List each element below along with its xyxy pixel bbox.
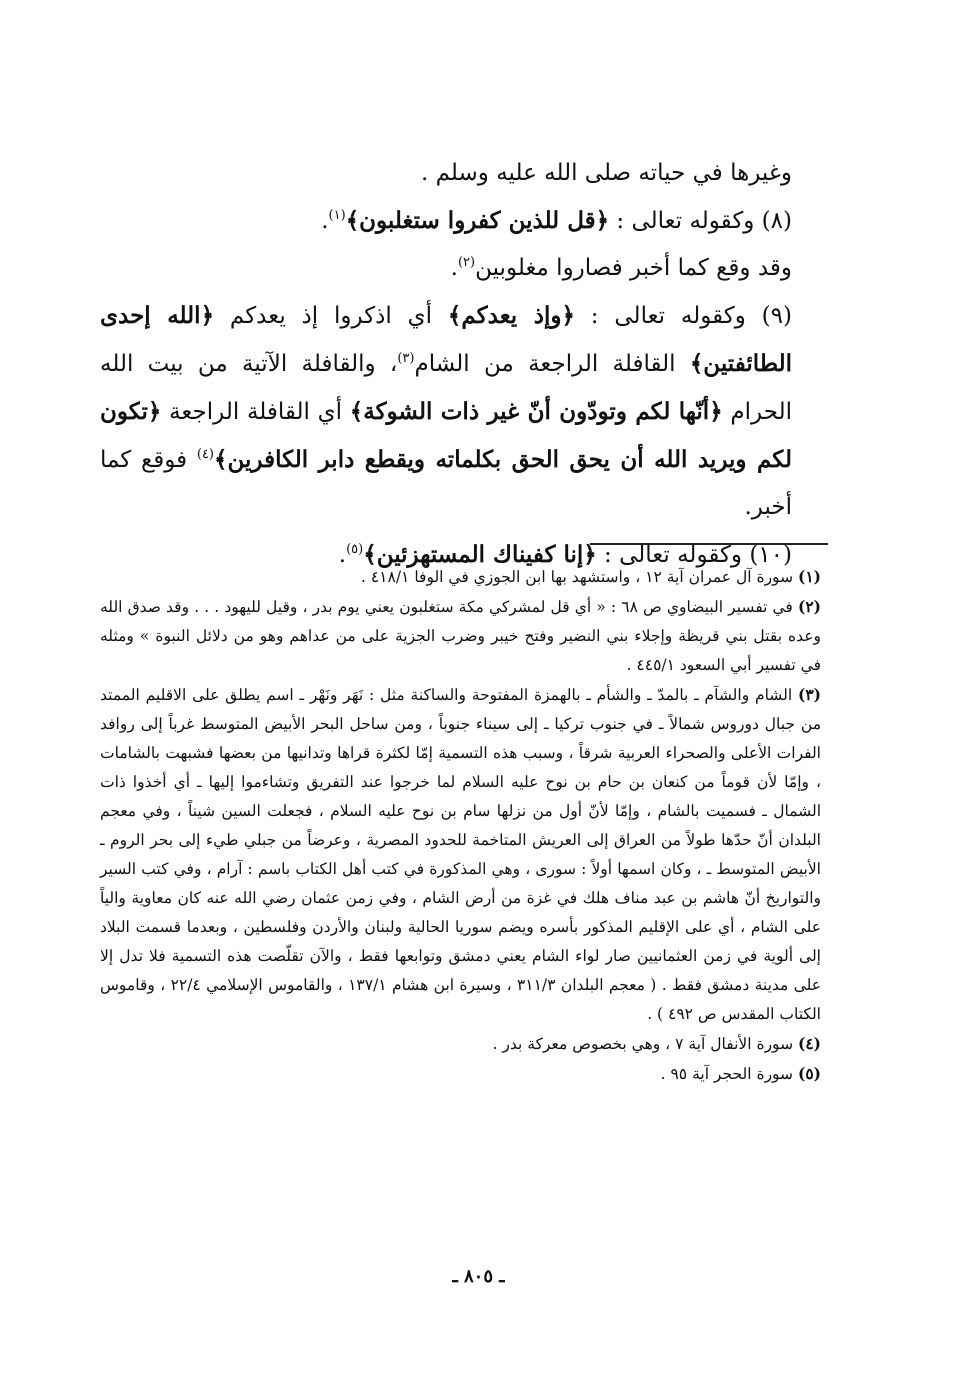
page-number: ـ ٨٠٥ ـ [452,1266,505,1287]
quran-quote: ﴿تكون لكم ويريد الله أن يحق الحق بكلماته ويقطع دابر الكافرين﴾ [100,398,792,473]
paragraph-3 [100,245,818,292]
footnote-ref: (٢) [457,255,476,270]
footnote-divider [590,543,828,545]
paragraph-5-prefix: (١٠) وكقوله تعالى : [596,542,792,568]
footnote-4 [100,1029,835,1059]
paragraph-2-prefix: (٨) وكقوله تعالى : [609,208,792,234]
main-text [100,150,818,579]
footnote-ref: (٣) [397,351,415,366]
paragraph-4-text: فوقع كما أخبر. [100,447,792,520]
paragraph-1 [100,150,818,197]
quran-quote: ﴿وإذ يعدكم﴾ [447,302,575,329]
paragraph-3-text: وقد وقع كما أخبر فصاروا مغلوبين [475,255,792,281]
footnote-2 [100,592,835,680]
footnote-number: (١) [797,567,821,586]
footnote-number: (٣) [797,685,821,704]
footnote-number: (٤) [797,1034,821,1053]
paragraph-4-text: أي اذكروا إذ يعدكم [214,303,448,329]
paragraph-3-suffix: . [450,255,458,281]
paragraph-4-text: ، والقافلة الآتية من بيت الله الحرام [100,351,792,425]
footnote-ref: (٤) [196,447,214,462]
footnote-5 [100,1059,835,1089]
footnote-3 [100,680,835,1029]
paragraph-4 [100,292,818,531]
quran-quote: ﴿أنّها لكم وتودّون أنّ غير ذات الشوكة﴾ [349,398,723,425]
footnote-1 [100,562,835,592]
paragraph-5-suffix: . [338,542,347,568]
paragraph-2 [100,197,818,245]
quran-quote: ﴿قل للذين كفروا ستغلبون﴾ [345,207,610,234]
footnote-ref: (٥) [346,542,364,557]
footnote-ref: (١) [328,208,346,223]
quran-quote: ﴿الله إحدى الطائفتين﴾ [100,302,793,377]
quran-quote: ﴿إنا كفيناك المستهزئين﴾ [363,541,597,568]
footnote-text: سورة الأنفال آية ٧ ، وهي بخصوص معركة بدر . [492,1035,798,1053]
paragraph-2-suffix: . [321,208,329,234]
footnote-number: (٢) [797,597,821,616]
footnote-text: في تفسير البيضاوي ص ٦٨ : « أي قل لمشركي مكة ستغلبون يعني يوم بدر ، وقيل لليهود . . . وقد صدق الله وعده بقتل بني قريظة وإجلاء بني النضير وفتح خيبر وضرب الجزية على من عداهم وهو من دلائل النبوة » ومثله في تفسير أبي السعود ٤٤٥/١ . [100,598,821,674]
footnote-text: سورة آل عمران آية ١٢ ، واستشهد بها ابن الجوزي في الوفا ٤١٨/١ . [361,568,798,586]
footnote-text: سورة الحجر آية ٩٥ . [660,1065,798,1083]
paragraph-1-text: وغيرها في حياته صلى الله عليه وسلم . [420,160,792,186]
footnote-number: (٥) [797,1064,821,1083]
paragraph-4-text: (٩) وكقوله تعالى : [574,303,792,329]
footnote-text: الشام والشآم ـ بالمدّ ـ والشأم ـ بالهمزة المفتوحة والساكنة مثل : نَهَر ونَهْر ـ اسم يطلق على الاقليم الممتد من جبال دوروس شمالاً ـ في جنوب تركيا ـ إلى سيناء جنوباً ، ومن ساحل البحر الأبيض المتوسط غرباً إلى روافد الفرات الأعلى والصحراء العربية شرقاً ، وسبب هذه التسمية إمّا لكثرة قراها وتدانيها من بعضها فشبهت بالشامات ، وإمّا لأن قوماً من كنعان بن حام بن نوح عليه السلام لما خرجوا عند التفريق وتشاءموا إليها ـ أي أخذوا ذات الشمال ـ فسميت بالشام ، وإمّا لأنّ أول من نزلها سام بن نوح عليه السلام ، فجعلت السين شيناً ، وفي معجم البلدان أنّ حدّها طولاً من العراق إلى العريش المتاخمة للحدود المصرية ، وعرضاً من جبلي طيء إلى بحر الروم ـ الأبيض المتوسط ـ ، وكان اسمها أولاً : سورى ، وهي المذكورة في كتب أهل الكتاب باسم : آرام ، وفي كتب السير والتواريخ أنّ هاشم بن عبد مناف هلك في غزة من أرض الشام ، وفي زمن عثمان رضي الله عنه كان معاوية والياً على الشام ، أي على الإقليم المذكور بأسره ويضم سوريا الحالية ولبنان والأردن وفلسطين ، وبعدما قسمت البلاد إلى ألوية في زمن العثمانيين صار لواء الشام يعني دمشق وتوابعها فقط ، والآن تقلّصت هذه التسمية فلا تدل إلا على مدينة دمشق فقط . ( معجم البلدان ٣١١/٣ ، وسيرة ابن هشام ١٣٧/١ ، والقاموس الإسلامي ٢٢/٤ ، وقاموس الكتاب المقدس ص ٤٩٢ ) . [100,686,821,1023]
paragraph-4-text: أي القافلة الراجعة [161,399,350,425]
paragraph-4-text: القافلة الراجعة من الشام [414,351,690,377]
footnotes [100,562,835,1089]
